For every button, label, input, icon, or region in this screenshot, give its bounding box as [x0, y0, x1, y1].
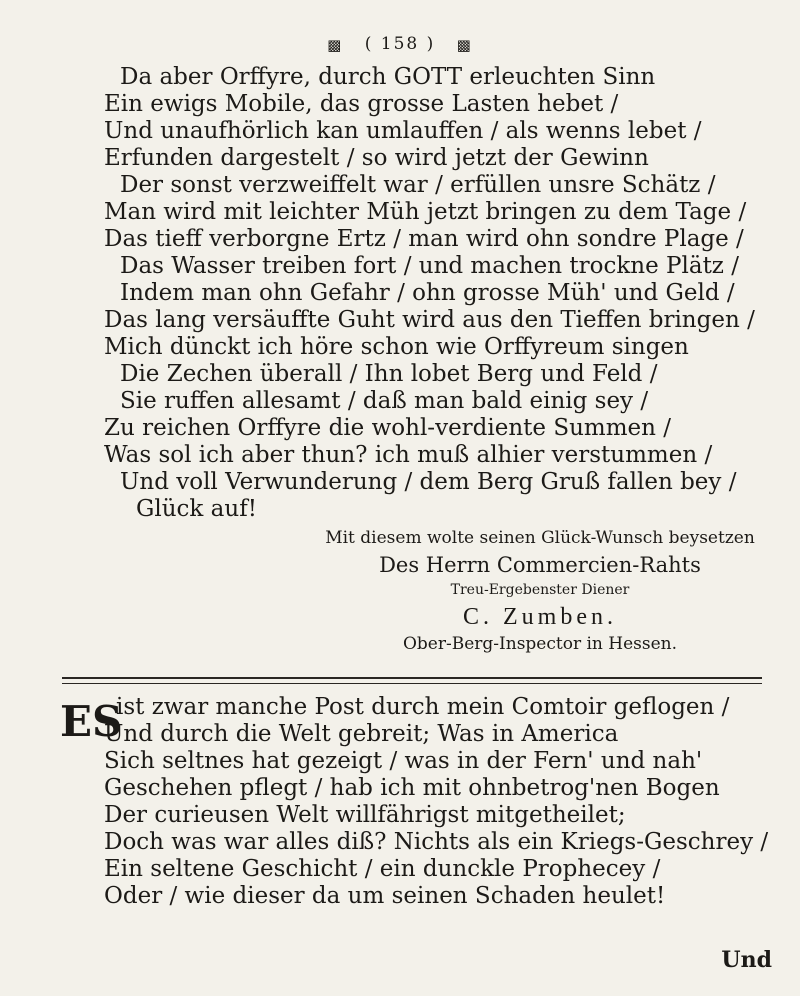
poem1-line: Indem man ohn Gefahr / ohn grosse Müh' und Geld / [120, 280, 735, 306]
poem1-line: Das tieff verborgne Ertz / man wird ohn sondre Plage / [104, 226, 744, 252]
poem2-line: ist zwar manche Post durch mein Comtoir geflogen / [116, 694, 730, 720]
poem2-line: Geschehen pflegt / hab ich mit ohnbetrog'nen Bogen [104, 775, 720, 801]
poem2-line: Ein seltene Geschicht / ein dunckle Prophecey / [104, 856, 661, 882]
poem1-line: Glück auf! [136, 496, 257, 522]
poem1-line: Und voll Verwunderung / dem Berg Gruß fallen bey / [120, 469, 737, 495]
signature-title: Ober-Berg-Inspector in Hessen. [402, 634, 678, 654]
section-divider [62, 677, 762, 684]
ornament-right-icon: ▩ [456, 36, 473, 54]
poem1-line: Man wird mit leichter Müh jetzt bringen zu dem Tage / [104, 199, 747, 225]
signature-line1: Mit diesem wolte seinen Glück-Wunsch beysetzen [325, 528, 755, 548]
poem1-line: Die Zechen überall / Ihn lobet Berg und Feld / [120, 361, 658, 387]
poem1-line: Das lang versäuffte Guht wird aus den Tieffen bringen / [104, 307, 755, 333]
poem1-line: Erfunden dargestelt / so wird jetzt der Gewinn [104, 145, 649, 171]
poem2-line: Doch was war alles diß? Nichts als ein Kriegs-Geschrey / [104, 829, 769, 855]
page-header [0, 34, 800, 54]
poem2-line: Und durch die Welt gebreit; Was in America [104, 721, 619, 747]
drop-cap: ES [60, 697, 123, 746]
poem1-line: Da aber Orffyre, durch GOTT erleuchten Sinn [120, 64, 656, 90]
poem2-line: Oder / wie dieser da um seinen Schaden heulet! [104, 883, 666, 909]
poem1-line: Ein ewigs Mobile, das grosse Lasten hebet / [104, 91, 619, 117]
poem2-line: Der curieusen Welt willfährigst mitgetheilet; [104, 802, 626, 828]
page-number: ( 158 ) [364, 34, 436, 54]
poem1-line: Sie ruffen allesamt / daß man bald einig sey / [120, 388, 649, 414]
poem1-line: Was sol ich aber thun? ich muß alhier verstummen / [104, 442, 713, 468]
poem1-line: Mich dünckt ich höre schon wie Orffyreum singen [104, 334, 689, 360]
poem2-line: Sich seltnes hat gezeigt / was in der Fern' und nah' [104, 748, 703, 774]
signature-line2: Des Herrn Commercien-Rahts [379, 553, 701, 577]
signature-line3: Treu-Ergebenster Diener [450, 582, 630, 598]
poem1-line: Und unaufhörlich kan umlauffen / als wenns lebet / [104, 118, 702, 144]
signature-name: C. Zumben. [463, 604, 617, 630]
poem1-line: Zu reichen Orffyre die wohl-verdiente Summen / [104, 415, 672, 441]
poem1-line: Der sonst verzweiffelt war / erfüllen unsre Schätz / [120, 172, 716, 198]
catchword: Und [721, 947, 772, 973]
ornament-left-icon: ▩ [327, 36, 344, 54]
poem1-line: Das Wasser treiben fort / und machen trockne Plätz / [120, 253, 739, 279]
